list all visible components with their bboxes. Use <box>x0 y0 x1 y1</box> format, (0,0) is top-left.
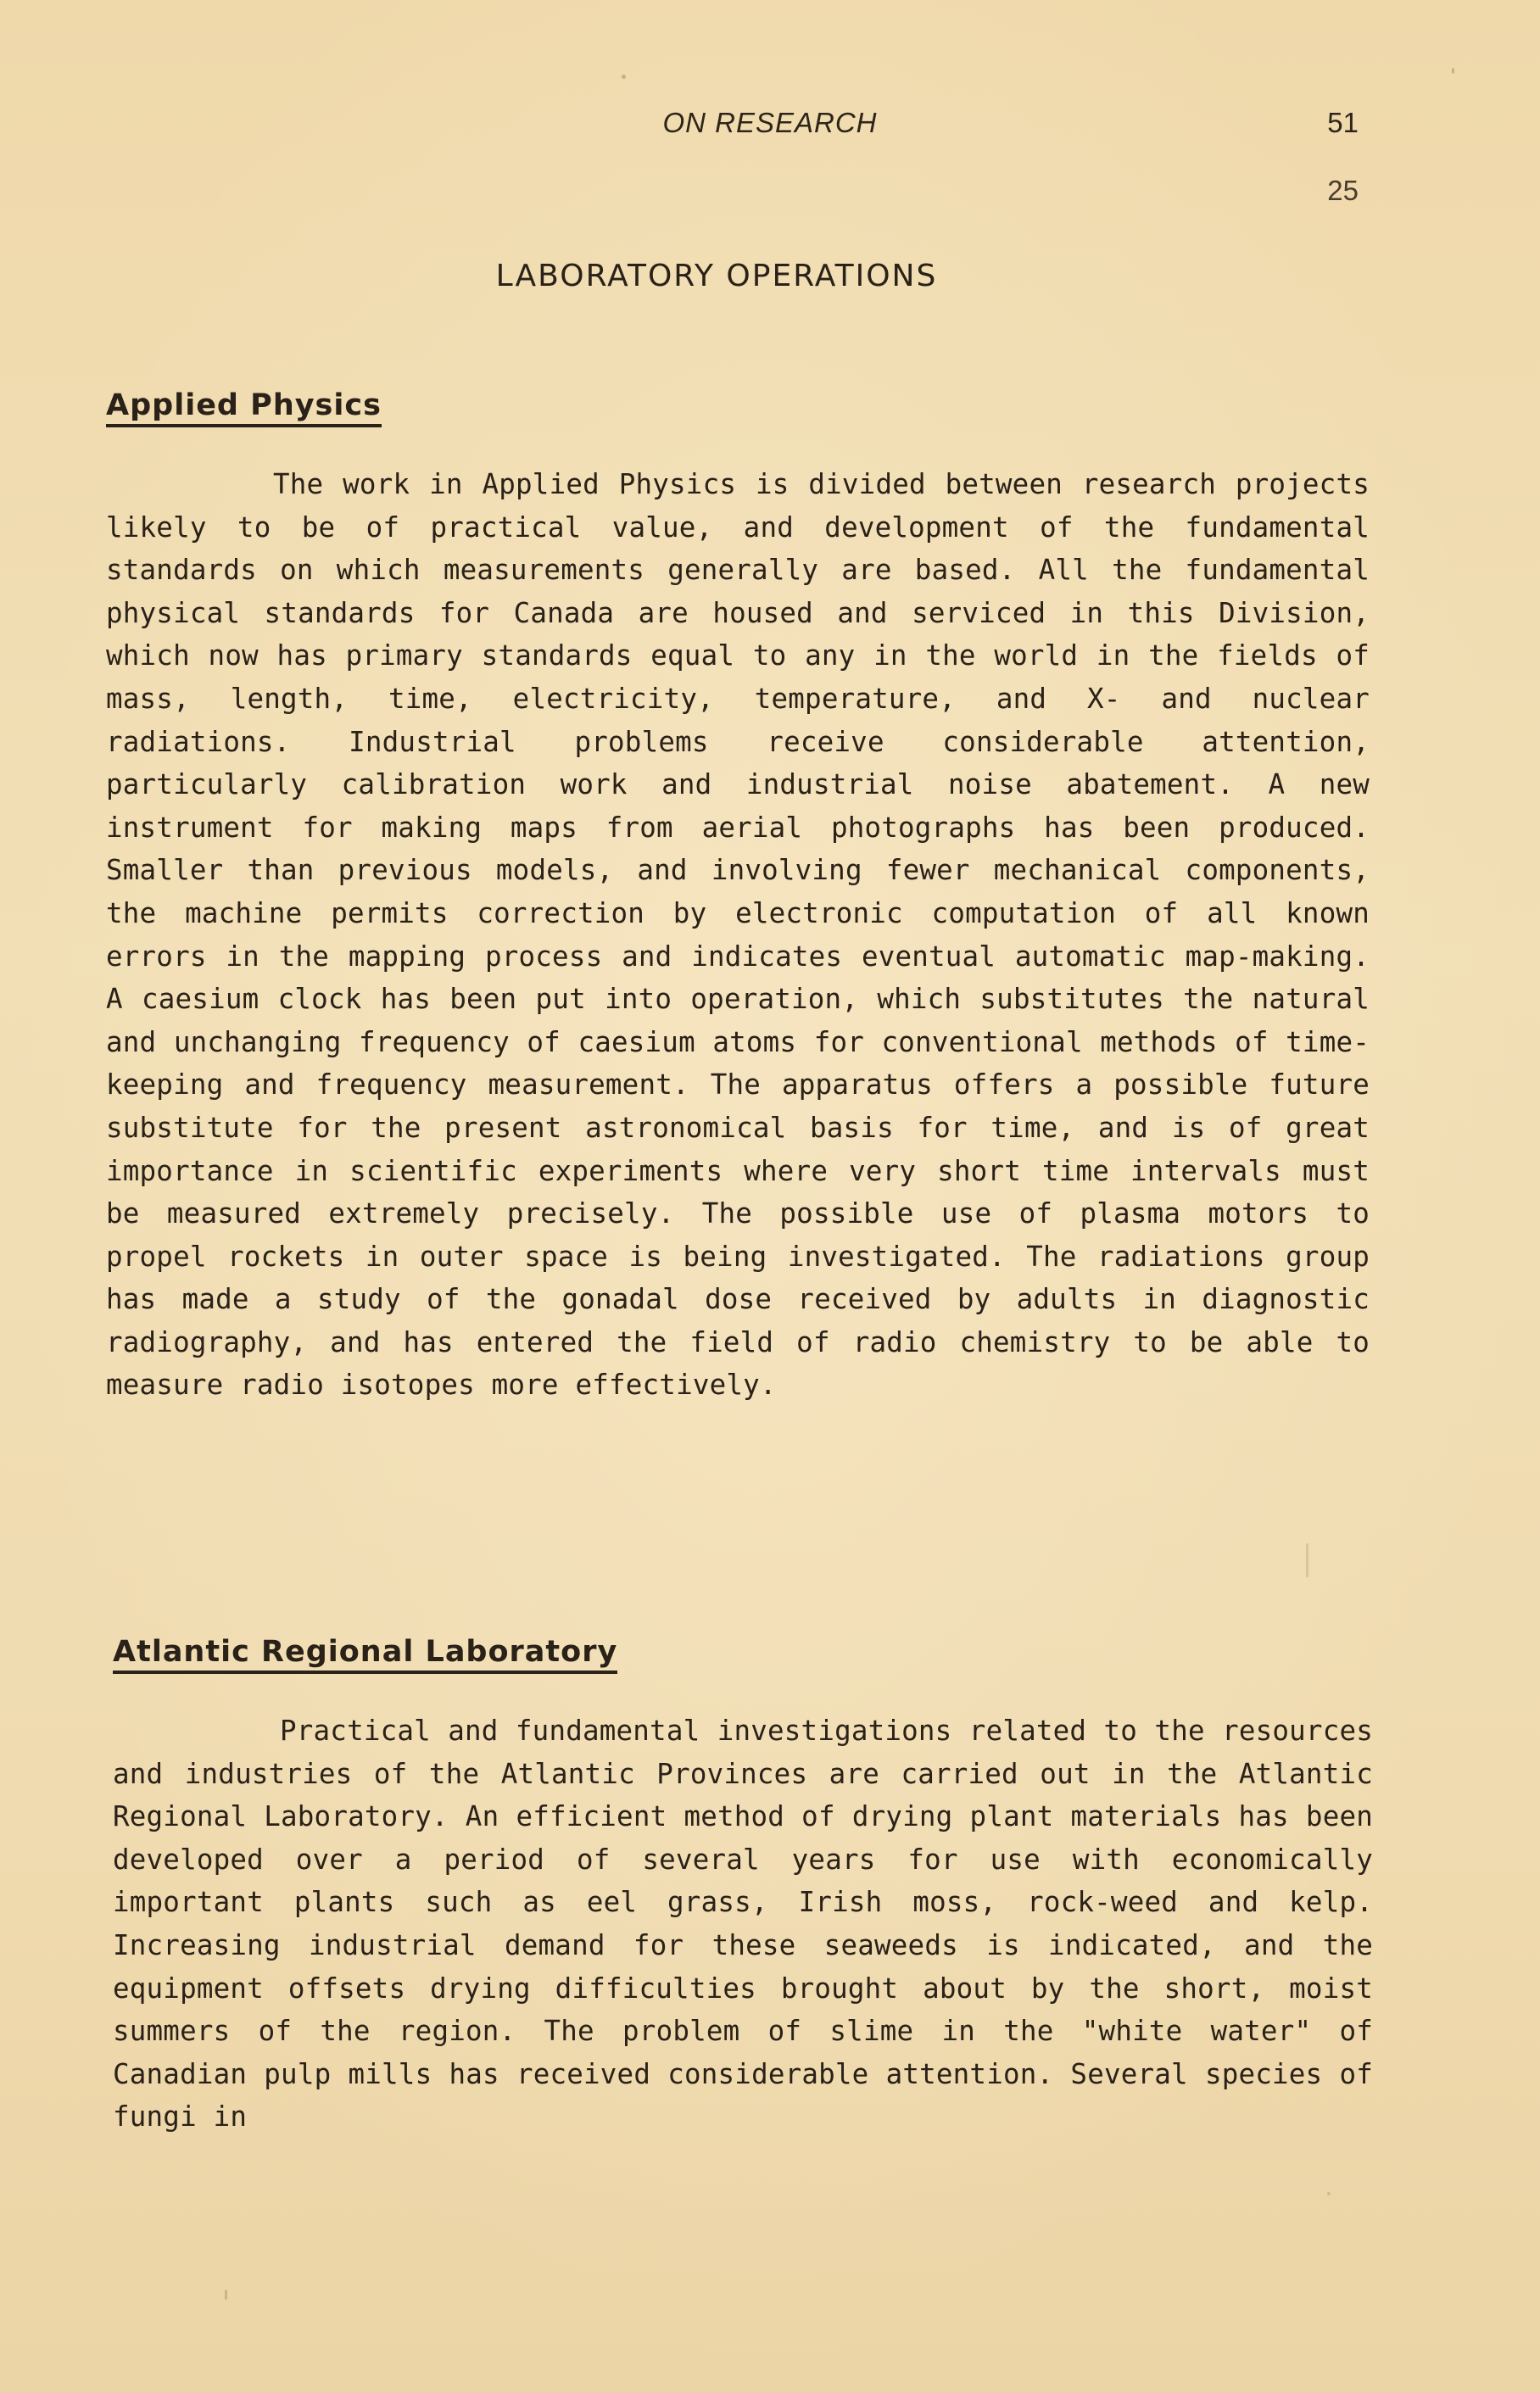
paper-speck <box>1452 68 1454 74</box>
section-number: 25 <box>1327 175 1359 206</box>
section-applied-physics <box>106 388 1370 1407</box>
paper-speck <box>225 2290 227 2300</box>
paper-speck <box>1306 1543 1308 1577</box>
running-title: ON RESEARCH <box>662 107 878 138</box>
section-heading: Atlantic Regional Laboratory <box>113 1635 617 1674</box>
section-atlantic-regional-laboratory <box>113 1635 1373 2139</box>
section-heading: Applied Physics <box>106 388 382 427</box>
paper-speck <box>1327 2192 1331 2195</box>
section-body: The work in Applied Physics is divided between research projects likely to be of practical value, and development of the fundamental standards on which measurements generally are based. All the fundamental physical standards for Canada are housed and serviced in this Division, which now has primary standards equal to any in the world in the fields of mass, length, time, electricity, temperature, and X- and nuclear radiations. Industrial problems receive considerable attention, particularly calibration work and industrial noise abatement. A new instrument for making maps from aerial photographs has been produced. Smaller than previous models, and involving fewer mechanical components, the machine permits correction by electronic computation of all known errors in the mapping process and indicates eventual automatic map-making. A caesium clock has been put into operation, which substitutes the natural and unchanging frequency of caesium atoms for conventional methods of time-keeping and frequency measurement. The apparatus offers a possible future substitute for the present astronomical basis for time, and is of great importance in scientific experiments where very short time intervals must be measured extremely precisely. The possible use of plasma motors to propel rockets in outer space is being investigated. The radiations group has made a study of the gonadal dose received by adults in diagnostic radiography, and has entered the field of radio chemistry to be able to measure radio isotopes more effectively. <box>106 468 1370 1402</box>
section-body: Practical and fundamental investigations related to the resources and industries of the Atlantic Provinces are carried out in the Atlantic Regional Laboratory. An efficient method of drying plant materials has been developed over a period of several years for use with economically important plants such as eel grass, Irish moss, rock-weed and kelp. Increasing industrial demand for these seaweeds is indicated, and the equipment offsets drying difficulties brought about by the short, moist summers of the region. The problem of slime in the "white water" of Canadian pulp mills has received considerable attention. Several species of fungi in <box>113 1715 1373 2134</box>
main-heading: LABORATORY OPERATIONS <box>495 259 938 293</box>
page-number: 51 <box>1327 107 1359 138</box>
paper-speck <box>622 75 626 79</box>
